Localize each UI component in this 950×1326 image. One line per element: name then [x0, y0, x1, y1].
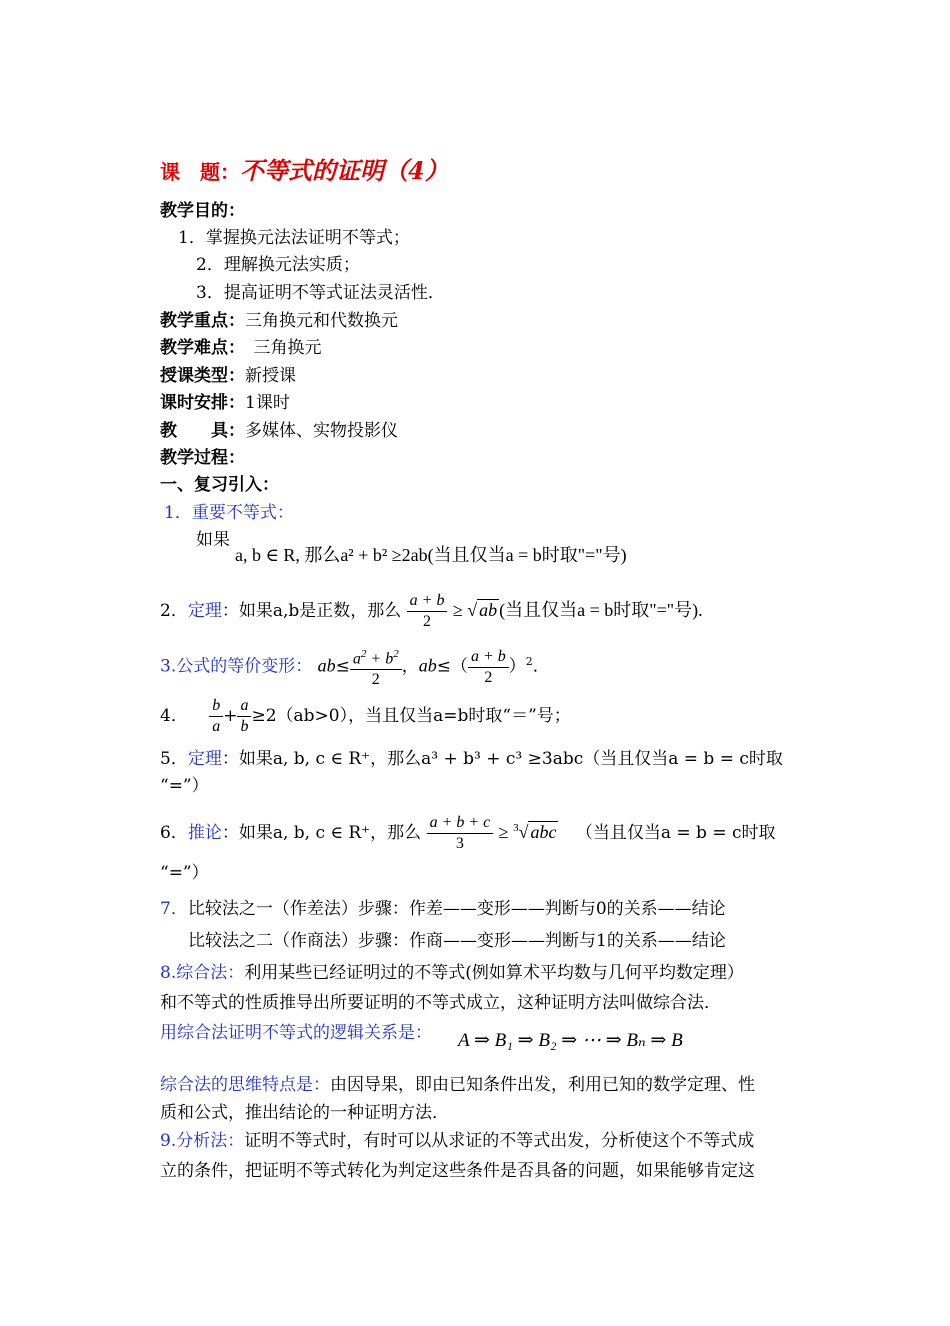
difficult-point-value: 三角换元	[236, 338, 322, 358]
b-over-a-fraction: $\frac{b}{a}$	[209, 696, 223, 737]
objective-item-1: 1．掌握换元法法证明不等式；	[178, 228, 410, 248]
review-item-8-line1	[160, 962, 744, 984]
review-item-7-text-a: 比较法之一（作差法）步骤：作差——变形——判断与0的关系——结论	[187, 899, 726, 919]
am-fraction-squared: $\frac{a + b}{2}$	[468, 647, 509, 688]
a-over-b-fraction: $\frac{a}{b}$	[237, 696, 251, 737]
review-item-9-label: 9.分析法：	[160, 1131, 245, 1151]
am3-fraction: $\frac{a + b + c}{3}$	[427, 813, 494, 854]
review-item-9-line2: 立的条件，把证明不等式转化为判定这些条件是否具备的问题，如果能够肯定这	[160, 1161, 755, 1181]
review-item-3: 3.公式的等价变形： ab≤ $\frac{a^2 + b^2}{2}$ ，ab≤（ $\frac{a + b}{2}$ ）$^2$．	[160, 640, 550, 690]
review-item-8-label: 8.综合法：	[160, 963, 245, 983]
review-item-2-text: ：如果a,b是正数，那么	[221, 601, 402, 621]
am-fraction: $\frac{a + b}{2}$	[407, 591, 448, 632]
review-item-2: 2．定理：如果a,b是正数，那么 $\frac{a + b}{2}$ ≥ √ ab (当且仅当a = b时取"="号).	[160, 592, 703, 630]
review-item-6-tail: （当且仅当a = b = c时取	[575, 823, 776, 843]
review-item-5-label: 定理	[187, 749, 222, 769]
review-item-9-text1: 证明不等式时，有时可以从求证的不等式出发，分析使这个不等式成	[244, 1131, 755, 1151]
title-label: 课 题：	[160, 160, 240, 184]
review-item-5-text: ：如果a, b, c ∈ R⁺，那么a³ + b³ + c³ ≥3abc（当且仅当a = b = c时取	[221, 749, 783, 769]
logic-relation-label: 用综合法证明不等式的逻辑关系是：	[160, 1023, 432, 1043]
key-point	[160, 310, 398, 332]
lesson-time-value: 1课时	[245, 393, 290, 413]
section-review-heading: 一、复习引入：	[160, 475, 279, 495]
teaching-tools	[160, 420, 398, 442]
review-item-6-num: 6．	[160, 823, 188, 843]
synthesis-feature-label: 综合法的思维特点是：	[160, 1075, 330, 1095]
teaching-tools-label: 教 具：	[160, 421, 245, 441]
review-item-4-tail: ≥2（ab>0），当且仅当a=b时取“＝”号；	[251, 706, 571, 726]
review-item-2-tail: (当且仅当a = b时取"="号).	[499, 600, 703, 620]
review-item-7-b: 比较法之二（作商法）步骤：作商——变形——判断与1的关系——结论	[188, 931, 726, 951]
lesson-time-label: 课时安排：	[160, 393, 245, 413]
lesson-time	[160, 392, 290, 414]
objective-item-3: 3．提高证明不等式证法灵活性．	[196, 283, 445, 303]
logic-relation-formula: A ⇒ B₁ ⇒ B₂ ⇒ ⋯ ⇒ Bₙ ⇒ B	[458, 1030, 683, 1051]
lesson-type-value: 新授课	[245, 366, 296, 386]
lesson-type	[160, 365, 296, 387]
review-item-9-line1	[160, 1130, 754, 1152]
synthesis-feature-text1: 由因导果，即由已知条件出发，利用已知的数学定理、性	[330, 1075, 755, 1095]
lesson-type-label: 授课类型：	[160, 366, 245, 386]
review-item-7-a	[160, 898, 726, 920]
synthesis-feature-line1	[160, 1074, 755, 1096]
review-item-5-cont: “=”）	[160, 776, 209, 796]
review-item-6-label: 推论	[187, 823, 222, 843]
review-item-5	[160, 748, 783, 770]
difficult-point	[160, 337, 322, 359]
objective-item-2: 2．理解换元法实质；	[196, 255, 360, 275]
process-label: 教学过程：	[160, 448, 245, 468]
teaching-tools-value: 多媒体、实物投影仪	[245, 421, 398, 441]
review-item-1-formula: a, b ∈ R, 那么a² + b² ≥2ab(当且仅当a = b时取"="号)	[235, 545, 627, 565]
title-text: 不等式的证明（4）	[240, 156, 449, 185]
review-item-4-num: 4．	[160, 706, 188, 726]
review-item-5-num: 5．	[160, 749, 188, 769]
review-item-8-line2: 和不等式的性质推导出所要证明的不等式成立，这种证明方法叫做综合法．	[160, 993, 721, 1013]
review-item-6: 6．推论：如果a, b, c ∈ R⁺，那么 $\frac{a + b + c}{3}$ ≥ $^3$√ abc （当且仅当a = b = c时取	[160, 814, 776, 852]
qm-fraction: $\frac{a^2 + b^2}{2}$	[350, 644, 402, 690]
difficult-point-label: 教学难点：	[160, 338, 237, 358]
review-item-4: 4． $\frac{b}{a}$ + $\frac{a}{b}$ ≥2（ab>0），当且仅当a=b时取“＝”号；	[160, 697, 571, 735]
objectives-heading: 教学目的：	[160, 201, 245, 221]
synthesis-feature-line2: 质和公式，推出结论的一种证明方法．	[160, 1103, 449, 1123]
key-point-value: 三角换元和代数换元	[245, 311, 398, 331]
review-item-3-label: 3.公式的等价变形：	[160, 656, 313, 677]
page-title	[160, 158, 449, 185]
key-point-label: 教学重点：	[160, 311, 245, 331]
review-item-2-num: 2．	[160, 601, 188, 621]
review-item-1-text: 如果	[196, 530, 230, 550]
review-item-8-text1: 利用某些已经证明过的不等式(例如算术平均数与几何平均数定理）	[244, 963, 744, 983]
review-item-2-label: 定理	[187, 601, 222, 621]
review-item-6-text: ：如果a, b, c ∈ R⁺，那么	[221, 823, 422, 843]
review-item-7-num: 7．	[160, 899, 188, 919]
review-item-1-label: 1．重要不等式：	[164, 503, 294, 523]
review-item-6-cont: “=”）	[160, 863, 209, 883]
